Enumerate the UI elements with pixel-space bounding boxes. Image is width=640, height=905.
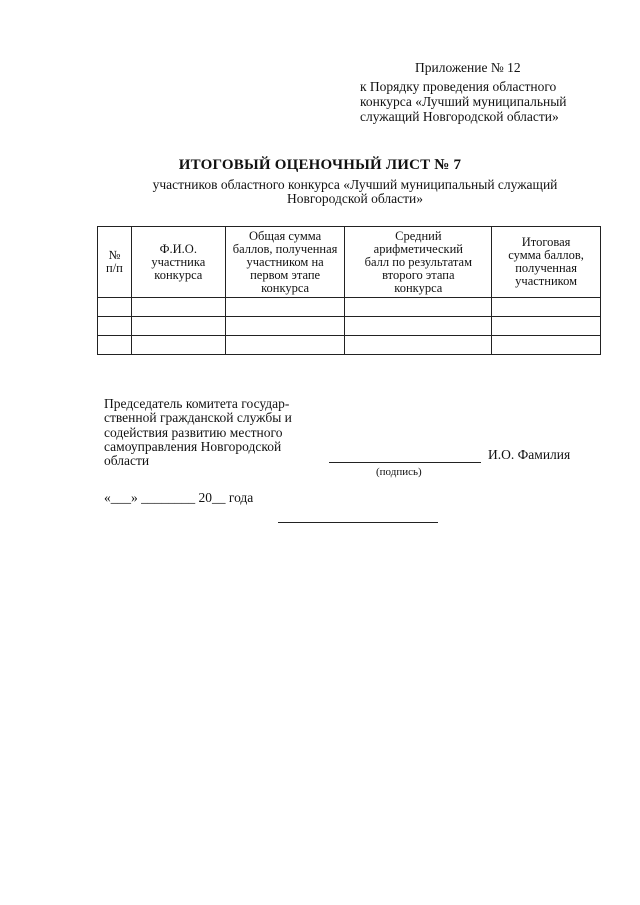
table-cell[interactable] bbox=[492, 298, 601, 317]
signatory-line: самоуправления Новгородской bbox=[104, 438, 282, 454]
signature-caption: (подпись) bbox=[376, 466, 422, 478]
table-row bbox=[98, 298, 601, 317]
table-row bbox=[98, 317, 601, 336]
date-field[interactable]: «___» ________ 20__ года bbox=[104, 490, 254, 505]
table-cell[interactable] bbox=[345, 317, 492, 336]
document-subtitle bbox=[100, 178, 610, 206]
score-table bbox=[97, 226, 601, 355]
table-header-row bbox=[98, 227, 601, 298]
table-cell[interactable] bbox=[98, 298, 132, 317]
table-row bbox=[98, 336, 601, 355]
table-cell[interactable] bbox=[345, 298, 492, 317]
header-stage2-average: Средний арифметический балл по результатам второго этапа конкурса bbox=[345, 227, 492, 298]
header-final-total: Итоговая сумма баллов, полученная участником bbox=[492, 227, 601, 298]
signatory-line: ственной гражданской службы и bbox=[104, 410, 292, 426]
subtitle-line: участников областного конкурса «Лучший муниципальный служащий bbox=[152, 177, 558, 192]
document-title: ИТОГОВЫЙ ОЦЕНОЧНЫЙ ЛИСТ № 7 bbox=[178, 157, 462, 173]
table-cell[interactable] bbox=[131, 336, 225, 355]
appendix-line: конкурса «Лучший муниципальный bbox=[360, 94, 567, 109]
signatory-line: области bbox=[104, 453, 150, 469]
signatory-position bbox=[104, 397, 334, 468]
header-number: № п/п bbox=[98, 227, 132, 298]
appendix-title: Приложение № 12 bbox=[415, 60, 521, 75]
table-cell[interactable] bbox=[492, 336, 601, 355]
date-underline bbox=[278, 522, 438, 523]
signatory-line: Председатель комитета государ- bbox=[104, 396, 290, 411]
table-cell[interactable] bbox=[225, 336, 345, 355]
header-stage1-total: Общая сумма баллов, полученная участником на первом этапе конкурса bbox=[225, 227, 345, 298]
signature-field[interactable] bbox=[329, 462, 481, 463]
table-cell[interactable] bbox=[98, 317, 132, 336]
signatory-line: содействия развитию местного bbox=[104, 424, 283, 440]
table-cell[interactable] bbox=[225, 298, 345, 317]
table-cell[interactable] bbox=[492, 317, 601, 336]
appendix-line: служащий Новгородской области» bbox=[360, 109, 559, 124]
subtitle-line: Новгородской области» bbox=[287, 191, 423, 206]
signatory-name: И.О. Фамилия bbox=[488, 447, 571, 462]
table-cell[interactable] bbox=[345, 336, 492, 355]
table-cell[interactable] bbox=[131, 298, 225, 317]
table-cell[interactable] bbox=[225, 317, 345, 336]
table-cell[interactable] bbox=[98, 336, 132, 355]
appendix-note bbox=[360, 60, 610, 124]
table-cell[interactable] bbox=[131, 317, 225, 336]
header-participant-name: Ф.И.О. участника конкурса bbox=[131, 227, 225, 298]
appendix-line: к Порядку проведения областного bbox=[360, 79, 557, 94]
